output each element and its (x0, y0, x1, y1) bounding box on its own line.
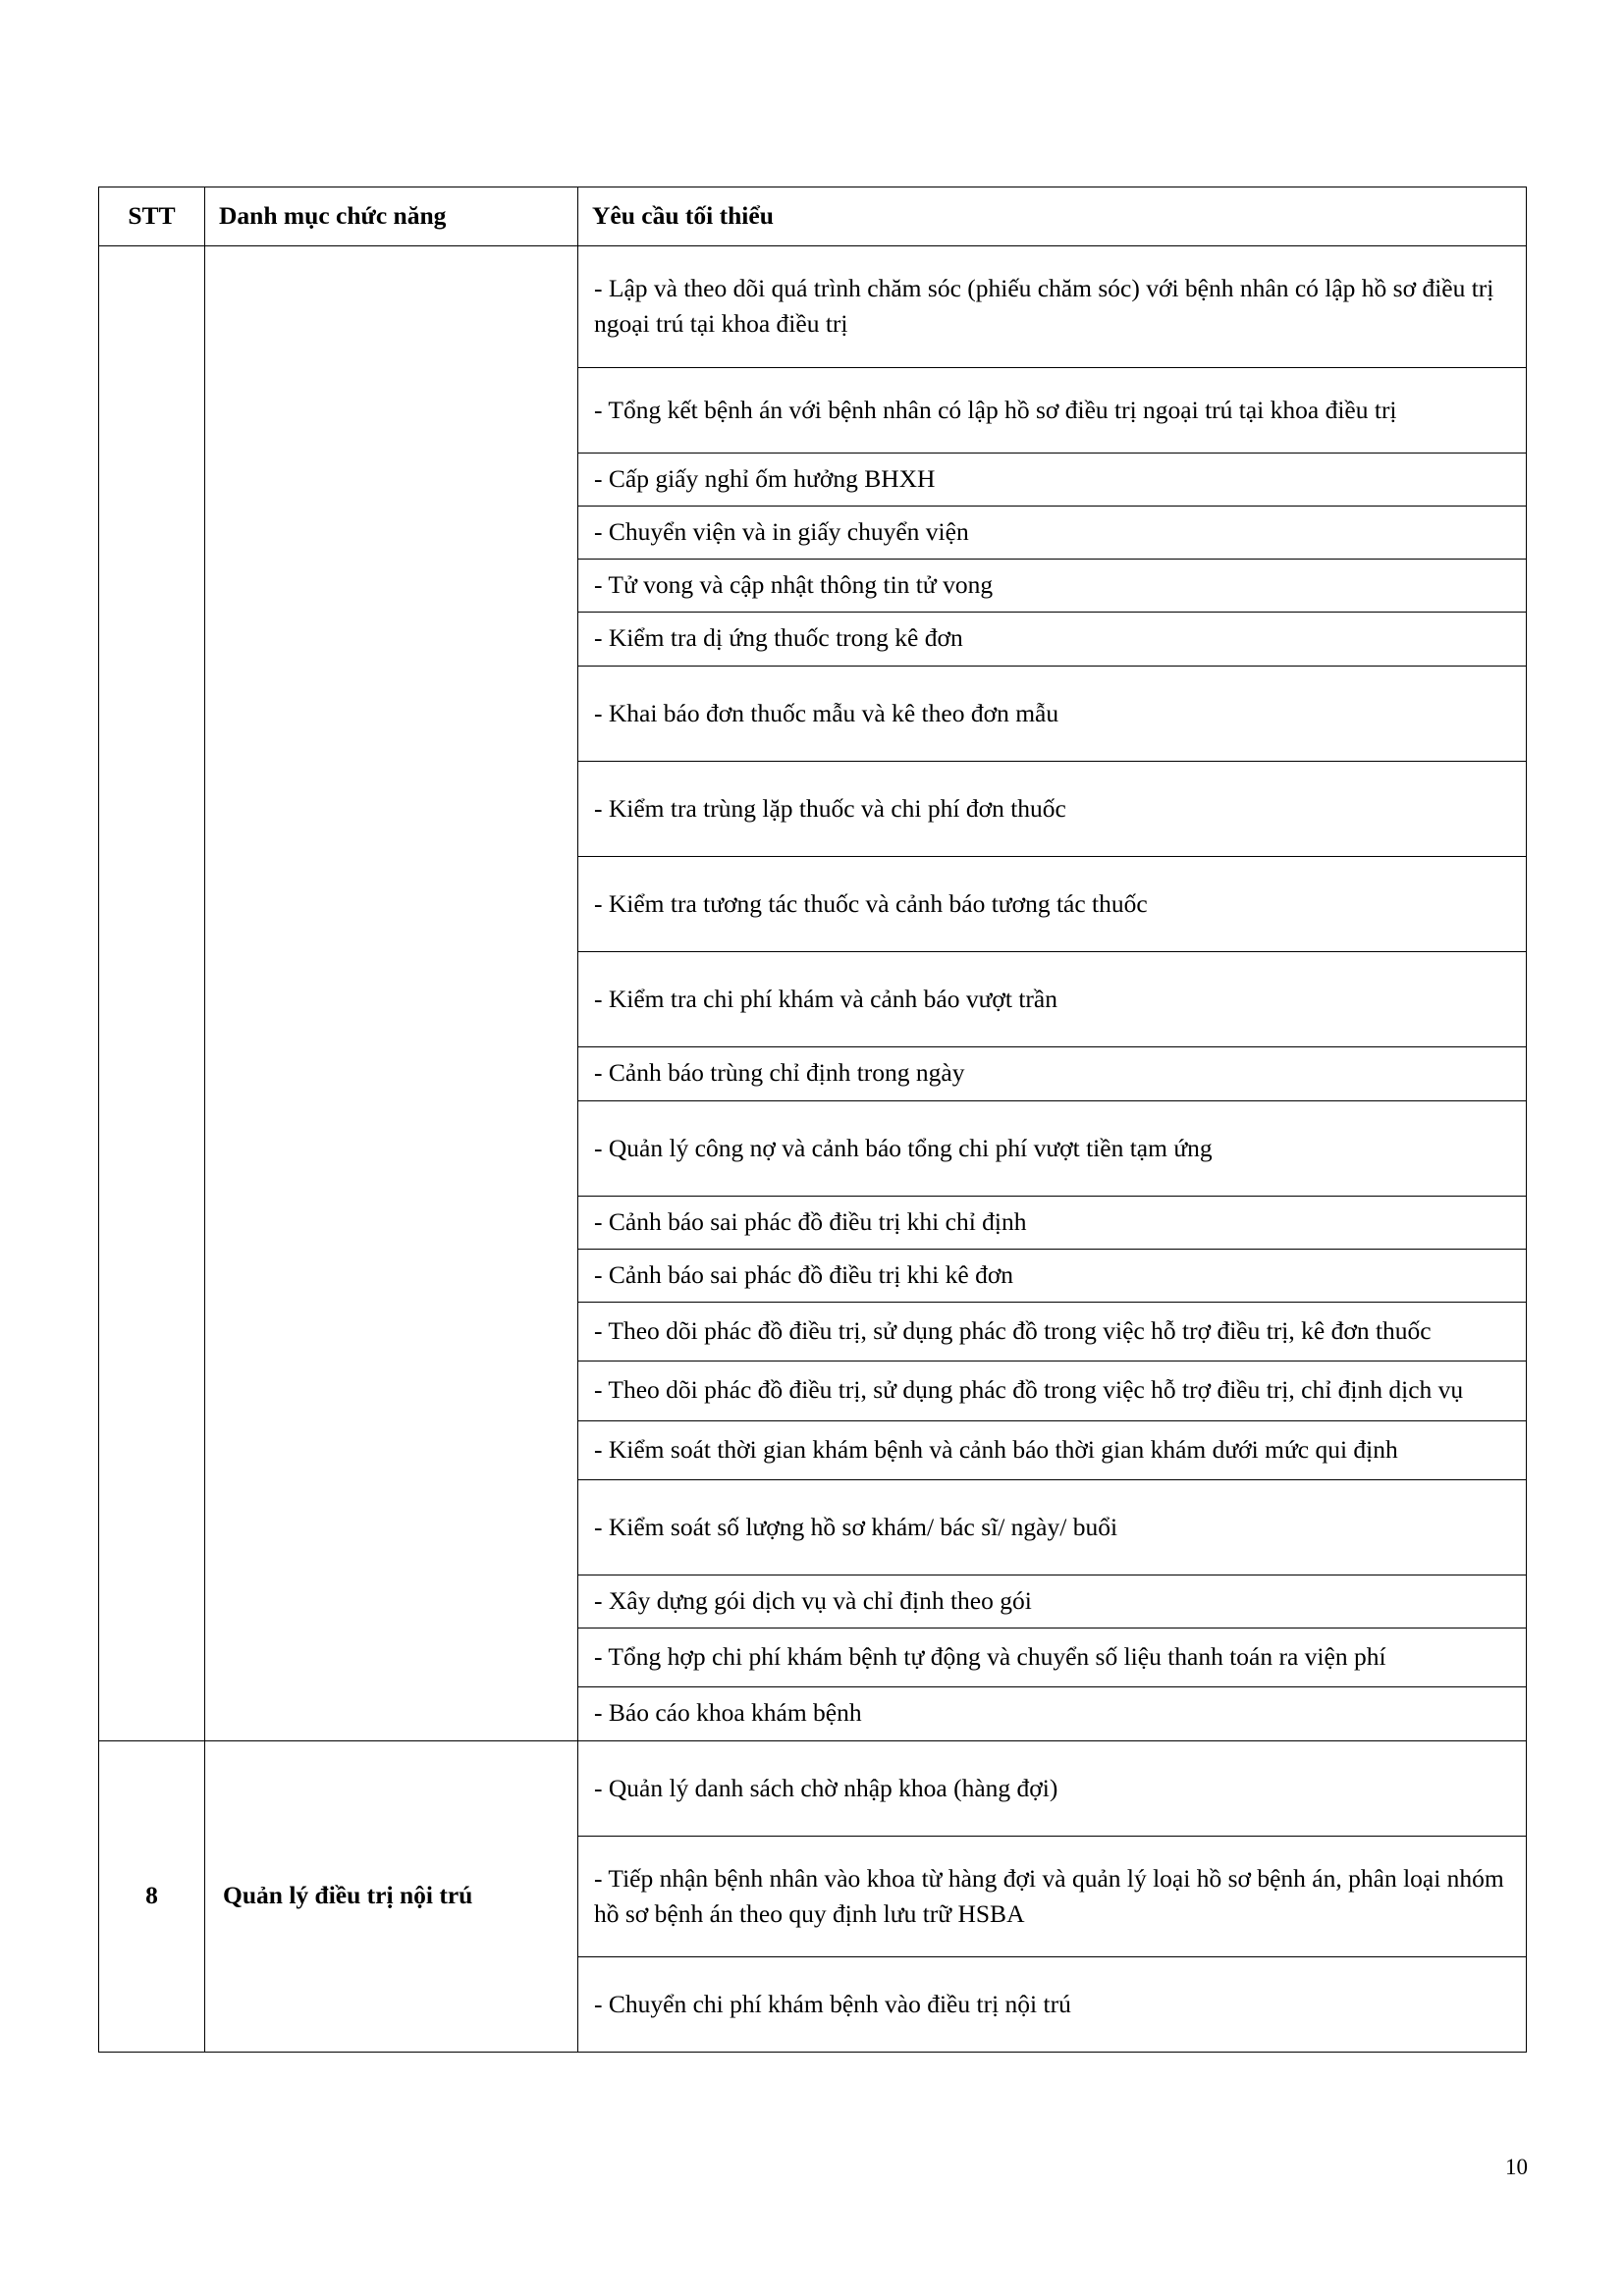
functional-requirements-table (98, 187, 1527, 2053)
table-cell-requirement: - Tử vong và cập nhật thông tin tử vong (578, 560, 1527, 613)
table-cell-requirement: - Chuyển chi phí khám bệnh vào điều trị nội trú (578, 1957, 1527, 2053)
table-cell-requirement: - Kiểm tra tương tác thuốc và cảnh báo tương tác thuốc (578, 857, 1527, 952)
table-cell-requirement: - Cấp giấy nghỉ ốm hưởng BHXH (578, 453, 1527, 506)
column-header-stt: STT (99, 187, 205, 246)
table-cell-requirement: - Cảnh báo trùng chỉ định trong ngày (578, 1047, 1527, 1100)
table-header-row (99, 187, 1527, 246)
table-cell-requirement: - Theo dõi phác đồ điều trị, sử dụng phác đồ trong việc hỗ trợ điều trị, kê đơn thuốc (578, 1303, 1527, 1362)
table-cell-requirement: - Xây dựng gói dịch vụ và chỉ định theo gói (578, 1575, 1527, 1629)
page-number: 10 (1505, 2155, 1528, 2179)
table-cell-stt: 8 (99, 1740, 205, 2053)
column-header-requirement: Yêu cầu tối thiểu (578, 187, 1527, 246)
table-cell-requirement: - Khai báo đơn thuốc mẫu và kê theo đơn mẫu (578, 666, 1527, 761)
table-cell-requirement: - Kiểm soát thời gian khám bệnh và cảnh báo thời gian khám dưới mức qui định (578, 1420, 1527, 1479)
table-cell-requirement: - Tổng hợp chi phí khám bệnh tự động và chuyển số liệu thanh toán ra viện phí (578, 1629, 1527, 1687)
table-cell-stt (99, 246, 205, 1740)
table-cell-requirement: - Cảnh báo sai phác đồ điều trị khi kê đơn (578, 1250, 1527, 1303)
table-cell-requirement: - Quản lý công nợ và cảnh báo tổng chi phí vượt tiền tạm ứng (578, 1100, 1527, 1196)
table-cell-requirement: - Tổng kết bệnh án với bệnh nhân có lập hồ sơ điều trị ngoại trú tại khoa điều trị (578, 367, 1527, 453)
table-cell-requirement: - Quản lý danh sách chờ nhập khoa (hàng đợi) (578, 1740, 1527, 1836)
table-cell-requirement: - Báo cáo khoa khám bệnh (578, 1687, 1527, 1740)
table-cell-requirement: - Lập và theo dõi quá trình chăm sóc (phiếu chăm sóc) với bệnh nhân có lập hồ sơ điều trị ngoại trú tại khoa điều trị (578, 246, 1527, 367)
table-cell-requirement: - Theo dõi phác đồ điều trị, sử dụng phác đồ trong việc hỗ trợ điều trị, chỉ định dịch vụ (578, 1362, 1527, 1420)
table-cell-category: Quản lý điều trị nội trú (205, 1740, 578, 2053)
table-cell-requirement: - Kiểm tra dị ứng thuốc trong kê đơn (578, 613, 1527, 666)
table-cell-requirement: - Chuyển viện và in giấy chuyển viện (578, 507, 1527, 560)
table-header (99, 187, 1527, 246)
table-body (99, 246, 1527, 2053)
table-row (99, 246, 1527, 367)
table-cell-requirement: - Kiểm soát số lượng hồ sơ khám/ bác sĩ/ ngày/ buổi (578, 1479, 1527, 1575)
table-cell-requirement: - Tiếp nhận bệnh nhân vào khoa từ hàng đợi và quản lý loại hồ sơ bệnh án, phân loại nhóm hồ sơ bệnh án theo quy định lưu trữ HSBA (578, 1836, 1527, 1956)
table-cell-category (205, 246, 578, 1740)
table-cell-requirement: - Kiểm tra trùng lặp thuốc và chi phí đơn thuốc (578, 761, 1527, 856)
table-row (99, 1740, 1527, 1836)
column-header-category: Danh mục chức năng (205, 187, 578, 246)
table-cell-requirement: - Cảnh báo sai phác đồ điều trị khi chỉ định (578, 1196, 1527, 1249)
table-cell-requirement: - Kiểm tra chi phí khám và cảnh báo vượt trần (578, 952, 1527, 1047)
